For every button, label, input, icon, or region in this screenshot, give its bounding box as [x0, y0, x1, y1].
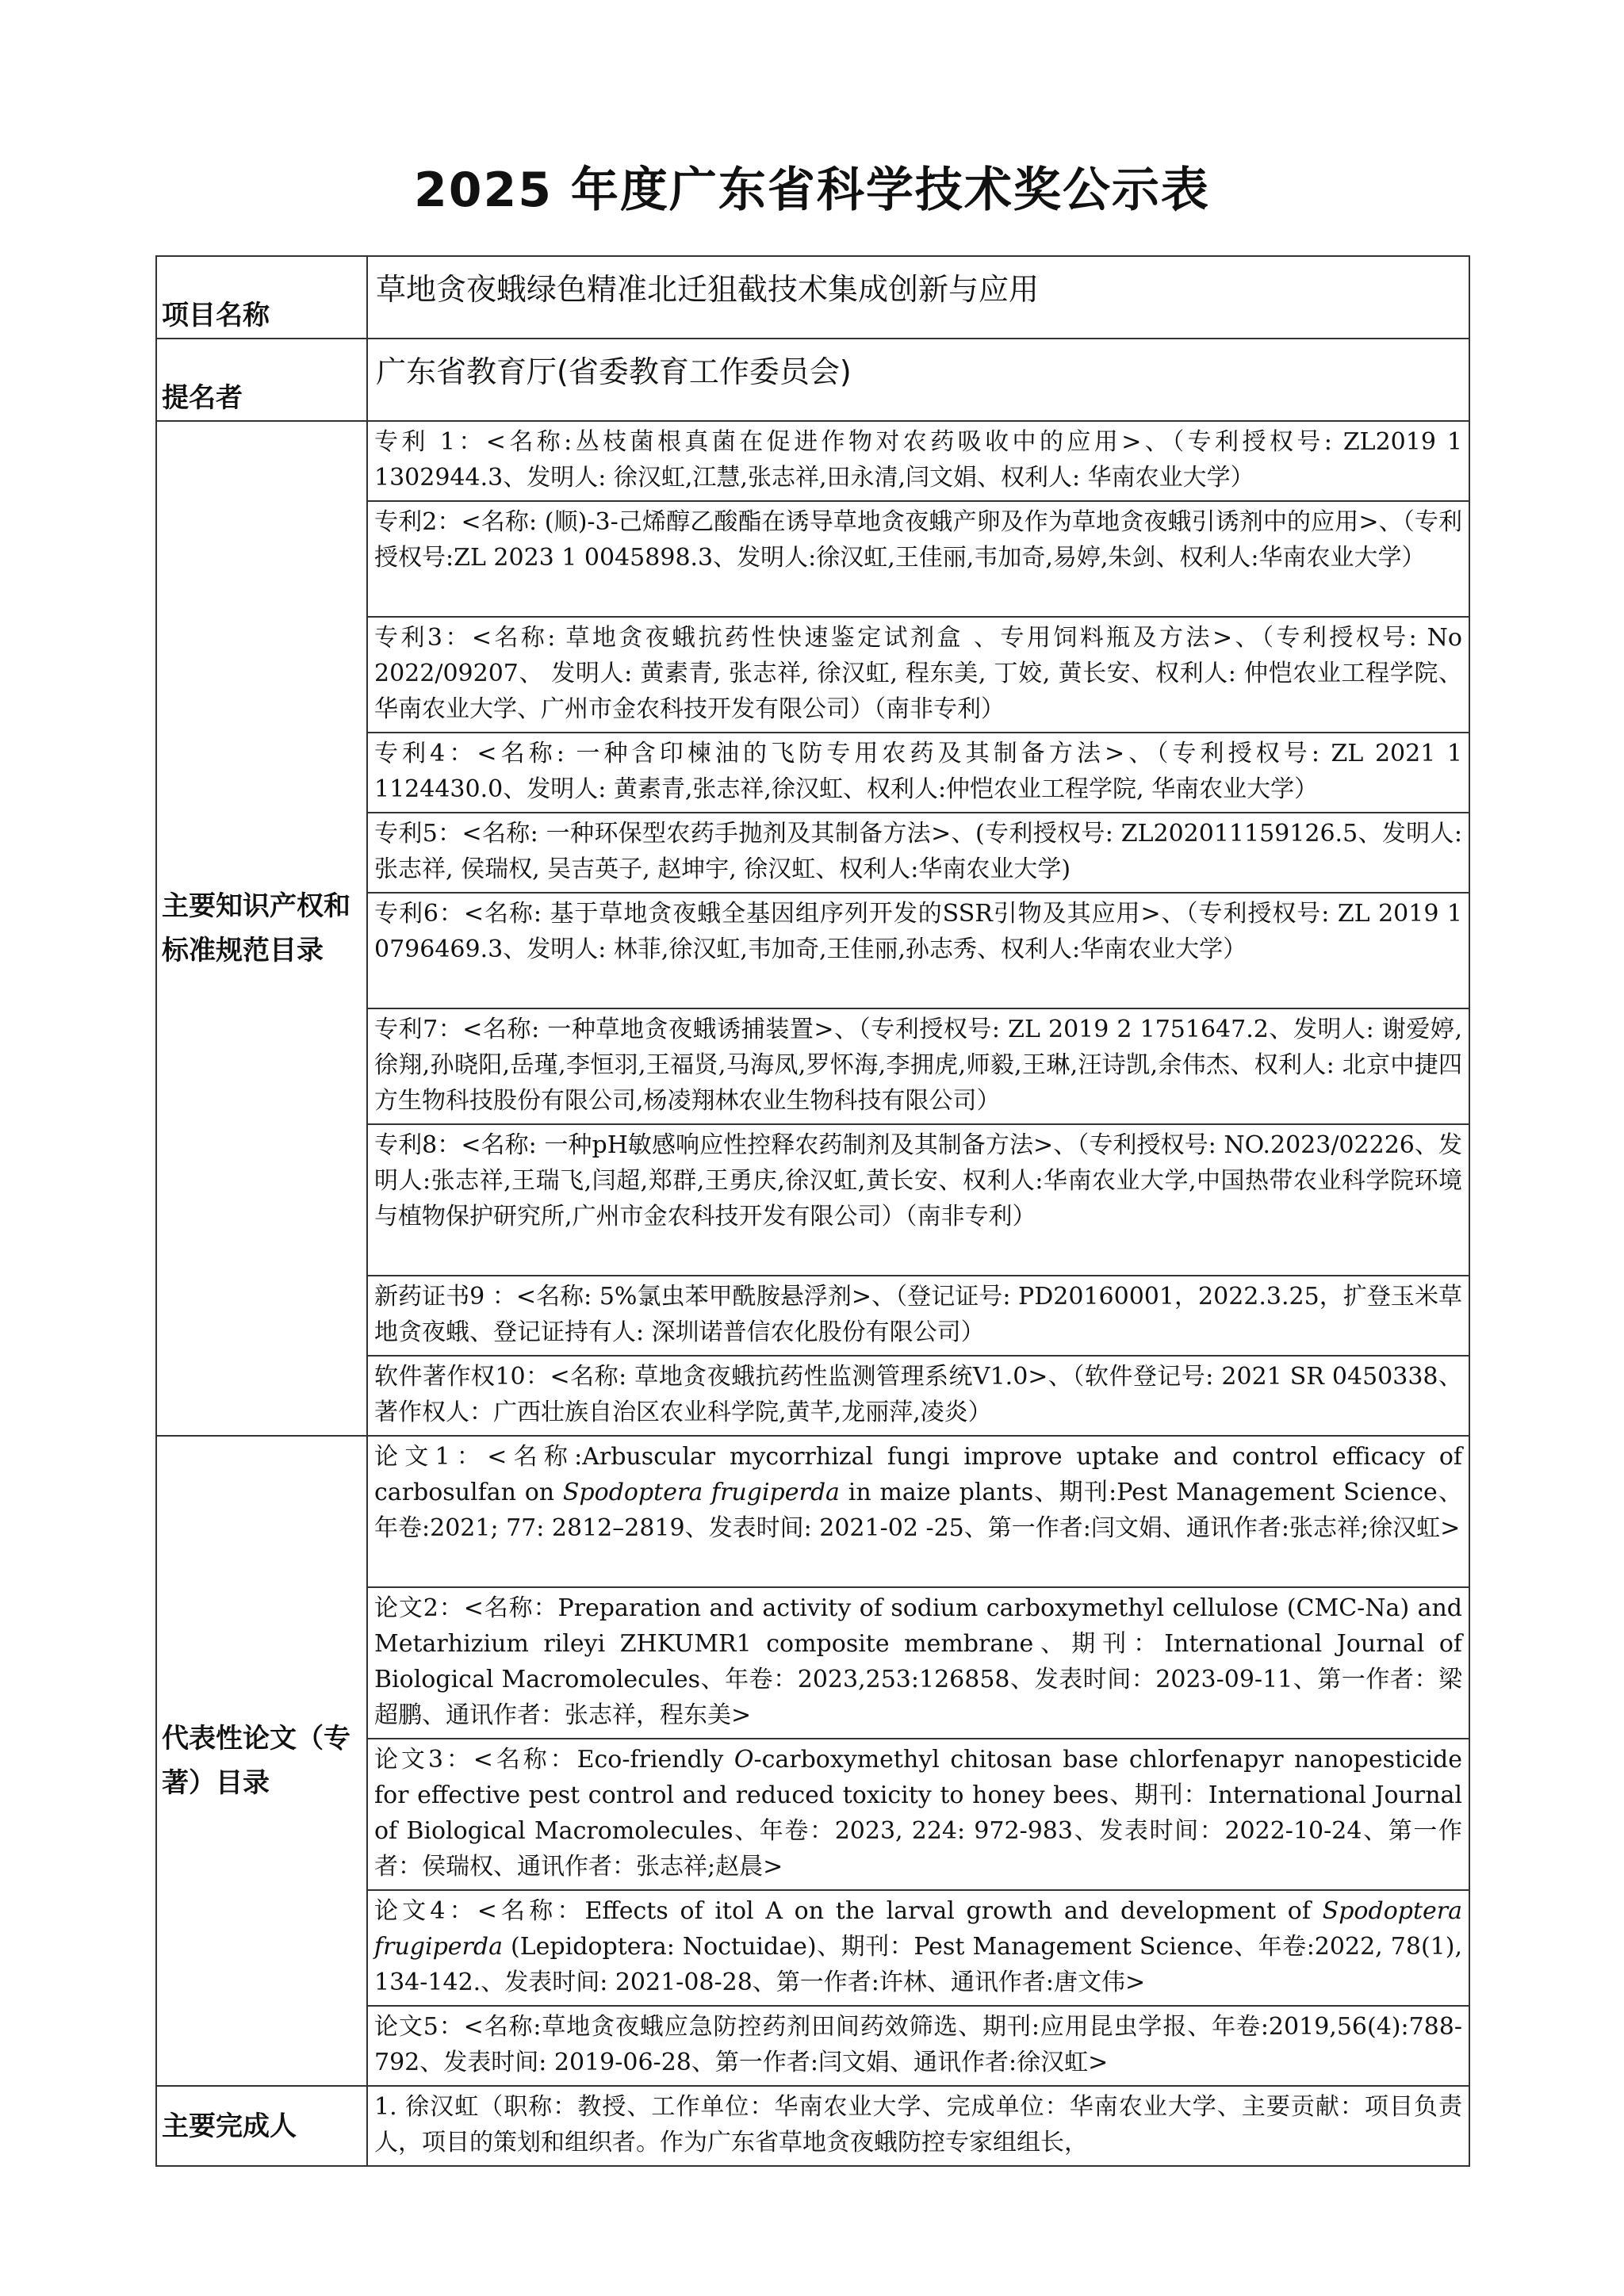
ip-label: 主要知识产权和标准规范目录	[156, 421, 367, 1436]
ip-item: 专利5：<名称: 一种环保型农药手抛剂及其制备方法>、(专利授权号: ZL202011159126.5、发明人: 张志祥, 侯瑞权, 吴吉英子, 赵坤宇, 徐汉虹、权利人:华南农业大学)	[367, 813, 1469, 893]
project-row	[156, 256, 1469, 339]
ip-row	[156, 421, 1469, 501]
ip-item: 专利2：<名称: (顺)-3-己烯醇乙酸酯在诱导草地贪夜蛾产卵及作为草地贪夜蛾引诱剂中的应用>、（专利授权号:ZL 2023 1 0045898.3、发明人:徐汉虹,王佳丽,韦加奇,易婷,朱剑、权利人:华南农业大学）	[367, 501, 1469, 617]
ip-item: 专利8：<名称: 一种pH敏感响应性控释农药制剂及其制备方法>、（专利授权号: NO.2023/02226、发明人:张志祥,王瑞飞,闫超,郑群,王勇庆,徐汉虹,黄长安、权利人:华南农业大学,中国热带农业科学院环境与植物保护研究所,广州市金农科技开发有限公司）（南非专利）	[367, 1124, 1469, 1276]
ip-item: 专利4：<名称: 一种含印楝油的飞防专用农药及其制备方法>、（专利授权号: ZL 2021 1 1124430.0、发明人: 黄素青,张志祥,徐汉虹、权利人:仲恺农业工程学院, 华南农业大学）	[367, 733, 1469, 813]
papers-row	[156, 1436, 1469, 1587]
award-table	[155, 255, 1470, 2167]
page-title: 2025 年度广东省科学技术奖公示表	[414, 163, 1210, 218]
project-value: 草地贪夜蛾绿色精准北迁狙截技术集成创新与应用	[367, 256, 1469, 339]
paper-item: 论文4：<名称：Effects of itol A on the larval growth and development of Spodoptera frugiperda (Lepidoptera: Noctuidae)、期刊：Pest Management Science、年卷:2022, 78(1), 134-142.、发表时间: 2021-08-28、第一作者:许林、通讯作者:唐文伟>	[367, 1890, 1469, 2006]
ip-item: 专利 1：<名称:丛枝菌根真菌在促进作物对农药吸收中的应用>、（专利授权号: ZL2019 1 1302944.3、发明人: 徐汉虹,江慧,张志祥,田永清,闫文娟、权利人: 华南农业大学）	[367, 421, 1469, 501]
ip-item: 专利3：<名称: 草地贪夜蛾抗药性快速鉴定试剂盒 、专用饲料瓶及方法>、（专利授权号: No 2022/09207、 发明人: 黄素青, 张志祥, 徐汉虹, 程东美, 丁姣, 黄长安、权利人: 仲恺农业工程学院、华南农业大学、广州市金农科技开发有限公司）（南非专利）	[367, 617, 1469, 733]
ip-item: 专利7：<名称: 一种草地贪夜蛾诱捕装置>、（专利授权号: ZL 2019 2 1751647.2、发明人: 谢爱婷,徐翔,孙晓阳,岳瑾,李恒羽,王福贤,马海凤,罗怀海,李拥虎,师毅,王琳,汪诗凯,余伟杰、权利人: 北京中捷四方生物科技股份有限公司,杨凌翔林农业生物科技有限公司）	[367, 1008, 1469, 1124]
ip-item: 专利6：<名称: 基于草地贪夜蛾全基因组序列开发的SSR引物及其应用>、（专利授权号: ZL 2019 1 0796469.3、发明人: 林菲,徐汉虹,韦加奇,王佳丽,孙志秀、权利人:华南农业大学）	[367, 893, 1469, 1008]
project-label: 项目名称	[156, 256, 367, 339]
nominator-row	[156, 339, 1469, 421]
paper-item: 论文3：<名称：Eco-friendly O-carboxymethyl chitosan base chlorfenapyr nanopesticide for effective pest control and reduced toxicity to honey bees、期刊：International Journal of Biological Macromolecules、年卷：2023, 224: 972-983、发表时间：2022-10-24、第一作者：侯瑞权、通讯作者：张志祥;赵晨>	[367, 1739, 1469, 1890]
ip-item: 新药证书9 ：<名称: 5%氯虫苯甲酰胺悬浮剂>、（登记证号: PD20160001，2022.3.25，扩登玉米草地贪夜蛾、登记证持有人: 深圳诺普信农化股份有限公司）	[367, 1276, 1469, 1356]
nominator-value: 广东省教育厅(省委教育工作委员会)	[367, 339, 1469, 421]
paper-item: 论文5：<名称:草地贪夜蛾应急防控药剂田间药效筛选、期刊:应用昆虫学报、年卷:2019,56(4):788-792、发表时间: 2019-06-28、第一作者:闫文娟、通讯作者:徐汉虹>	[367, 2006, 1469, 2086]
nominator-label: 提名者	[156, 339, 367, 421]
completers-label: 主要完成人	[156, 2086, 367, 2166]
papers-label: 代表性论文（专著）目录	[156, 1436, 367, 2086]
completer-item: 1. 徐汉虹（职称：教授、工作单位：华南农业大学、完成单位：华南农业大学、主要贡献：项目负责人，项目的策划和组织者。作为广东省草地贪夜蛾防控专家组组长，	[367, 2086, 1469, 2166]
ip-item: 软件著作权10：<名称: 草地贪夜蛾抗药性监测管理系统V1.0>、（软件登记号: 2021 SR 0450338、著作权人：广西壮族自治区农业科学院,黄芊,龙丽萍,凌炎）	[367, 1356, 1469, 1436]
paper-item: 论文2：<名称：Preparation and activity of sodium carboxymethyl cellulose (CMC-Na) and Metarhizium rileyi ZHKUMR1 composite membrane、期刊：International Journal of Biological Macromolecules、年卷：2023,253:126858、发表时间：2023-09-11、第一作者：梁超鹏、通讯作者：张志祥，程东美>	[367, 1587, 1469, 1739]
completers-row	[156, 2086, 1469, 2166]
paper-item: 论文1：<名称:Arbuscular mycorrhizal fungi improve uptake and control efficacy of carbosulfan on Spodoptera frugiperda in maize plants、期刊:Pest Management Science、年卷:2021; 77: 2812–2819、发表时间: 2021-02 -25、第一作者:闫文娟、通讯作者:张志祥;徐汉虹>	[367, 1436, 1469, 1587]
